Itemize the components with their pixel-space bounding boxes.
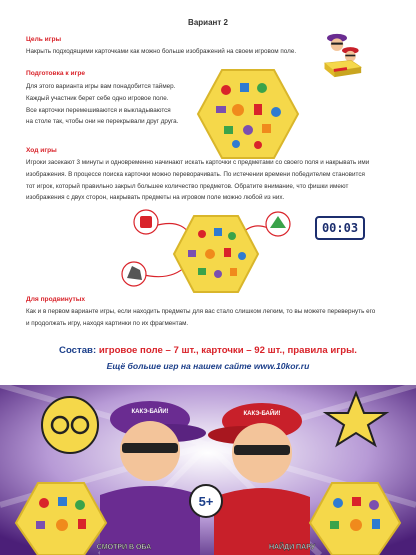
text-line: тот игрок, который правильно закрыл большее количество предметов. Обратите внимание, что фишки имеют [26, 182, 349, 190]
timer-display: 00:03 [315, 216, 365, 240]
section-text-preparation [26, 81, 206, 128]
composition-label: Состав: [59, 345, 97, 356]
cap-text-right: КАКЭ-БАЙИ! [243, 411, 281, 417]
section-heading-goal: Цель игры [26, 36, 62, 43]
hex-board-illustration [196, 68, 300, 160]
website-line: Ещё больше игр на нашем сайте www.10kor.ru [106, 361, 310, 371]
variant-title: Вариант 2 [188, 18, 228, 27]
section-heading-gameplay: Ход игры [26, 147, 57, 154]
text-line: и продолжать игру, находя картинки по их фрагментам. [26, 319, 189, 327]
section-text-advanced [26, 306, 406, 330]
board-label-left: СМОТРИ В ОБА [96, 544, 152, 551]
age-badge: 5+ [198, 494, 214, 509]
text-line: на столе так, чтобы они не перекрывали друг друга. [26, 118, 179, 126]
section-text-gameplay [26, 157, 406, 204]
cap-text-left: КАКЭ-БАЙИ! [131, 409, 169, 415]
section-heading-preparation: Подготовка к игре [26, 70, 86, 77]
bottom-artwork [0, 385, 416, 555]
section-heading-advanced: Для продвинутых [26, 296, 86, 303]
text-line: Накрыть подходящими карточками как можно больше изображений на своем игровом поле. [26, 48, 297, 55]
characters-illustration [0, 385, 416, 555]
board-label-right: НАЙДИ ПАРУ [268, 544, 316, 551]
board-with-cards-illustration [118, 208, 308, 300]
text-line: Для этого варианта игры вам понадобится таймер. [26, 83, 176, 90]
box-with-kids-illustration [300, 28, 384, 78]
text-line: Каждый участник берет себе одно игровое поле. [26, 94, 169, 102]
text-line: Как и в первом варианте игры, если находить предметы для вас стало слишком легким, то вы можете перевернуть его [26, 308, 376, 315]
text-line: изображения с двух сторон, накрывать предметы на игровом поле можно любой из них. [26, 194, 285, 202]
text-line: изображения. В процессе поиска карточки можно переворачивать. По истечении времени победителем становится [26, 170, 365, 178]
text-line: Все карточки перемешиваются и выкладываются [26, 106, 171, 114]
composition-line [0, 345, 416, 356]
composition-contents: игровое поле – 7 шт., карточки – 92 шт., правила игры. [98, 345, 357, 356]
text-line: Игроки засекают 3 минуты и одновременно начинают искать карточки с предметами со своего поля и накрывать ими [26, 159, 370, 166]
